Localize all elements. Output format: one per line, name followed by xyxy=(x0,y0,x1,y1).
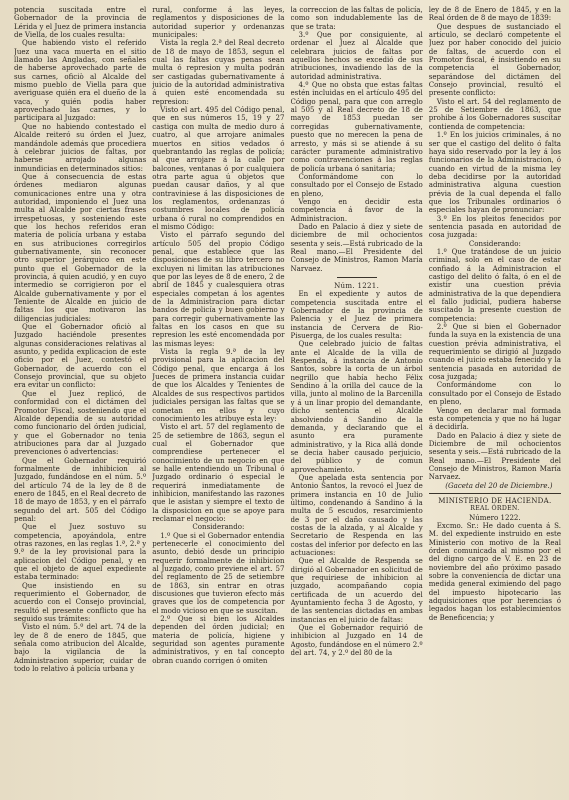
paragraph: Visto el núm. 5.º del art. 74 de la ley de 8 de enero de 1845, que señala como atribucion del Alcalde, bajo la vigilancia de la Administracion superior, cuidar de todo lo relativo á policía urbana y xyxy=(14,622,147,674)
paragraph: Conformándome con lo consultado por el Consejo de Estado en pleno, xyxy=(290,171,423,198)
considerando-heading: Considerando: xyxy=(192,522,245,532)
column-2 xyxy=(152,6,284,796)
paragraph: En el expediente y autos de competencia suscitada entre el Gobernador de la provincia de Palencia y el Juez de primera instancia de Cervera de Rio-Pisuerga, de los cuales resulta: xyxy=(290,289,423,341)
paragraph: Vengo en decidir esta competencia á favor de la Administracion. xyxy=(290,196,423,223)
section-divider xyxy=(429,493,561,494)
paragraph: Que insistiendo en su requerimiento el Gobernador, de acuerdo con el Consejo provincial, resultó el presente conflicto que ha seguido sus trámites: xyxy=(14,580,147,624)
column-3 xyxy=(291,6,423,796)
paragraph: Que el Gobernador requirió formalmente de inhibicion al Juzgado, fundándose en el núm. 5.º del artículo 74 de la ley de 8 de enero de 1845, en el Real decreto de 18 de mayo de 1853, y en el párrafo segundo del art. 505 del Código penal: xyxy=(14,455,147,523)
paragraph: Que á consecuencia de estas órdenes mediaron algunas comunicaciones entre una y otra autoridad, imponiendo el Juez una multa al Alcalde por ciertas frases irrespetuosas, y sosteniendo este que los hechos referidos eran materia de policía urbana y estaba en sus atribuciones corregirlos gubernativamente, sin reconocer otro superior jerárquico en este punto que el Gobernador de la provincia, á quien acudió, y en cuyo intermedio se corrigieron por el Alcalde gubernativamente y por el Teniente de Alcalde en juicio de faltas los que motivaron las diligencias judiciales: xyxy=(14,171,147,323)
paragraph: 3.º En los pleitos fenecidos por sentencia pasada en autoridad de cosa juzgada: xyxy=(428,213,561,240)
paragraph: potencia suscitada entre el Gobernador de la provincia de Lérida y el Juez de primera instancia de Viella, de los cuales resulta: xyxy=(14,6,147,40)
gaceta-citation: (Gaceta del 20 de Diciembre.) xyxy=(445,480,553,490)
paragraph: 1.º Que tratándose de un juicio criminal, solo en el caso de estar confiado á la Administracion el castigo del delito ó falta, ó en el de existir una cuestion prévia administrativa de la que dependiera el fallo judicial, pudiera haberse suscitado la presente cuestion de competencia: xyxy=(428,246,561,323)
paragraph: Que el Gobernador oficiò al Juzgado haciéndole presentes algunas consideraciones relativas al asunto, y pedida explicacion de este oficio por el Juez, contestó el Gobernador, de acuerdo con el Consejo provincial, que su objeto era evitar un conflicto: xyxy=(14,322,147,390)
considerando-heading: Considerando: xyxy=(468,238,521,248)
paragraph: Que celebrado juicio de faltas ante el Alcalde de la villa de Respenda, á instancia de Antonio Santos, sobre la corta de un árbol negrillo que había hecho Félix Sendino á la orilla del cauce de la villa, junto al molino de la Barcenilla y á un linar propio del demandante, dicho sentencia el Alcalde absolviendo á Sandino de la demanda, y declarando que el asunto era puramente administrativo, y la Rica allá donde se decia haber causado perjuicio, del público y de comun aprovechamiento. xyxy=(290,339,423,474)
paragraph: Excmo. Sr.: He dado cuenta á S. M. del expediente instruido en este Ministerio con motivo de la Real órden comunicada al mismo por el del digno cargo de V. E. en 23 de noviembre del año próximo pasado sobre la conveniencia de dictar una medida general eximiendo del pago del impuesto hipotecario las adquisiciones que por herencias ó legados hagan los establecimientos de Beneficencia; y xyxy=(428,520,561,622)
paragraph: Que habiendo visto el referido Juez una vaca muerta en el sitio llamado las Angladas, con señales de haberse aprovechado parte de sus carnes, oficiò al Alcalde del mismo pueblo de Viella para que averiguase quién era el dueño de la vaca, y quién podia haber aprovechado las carnes, y lo participara al Juzgado: xyxy=(14,38,147,123)
paragraph: Que el Alcalde de Respenda se dirigió al Gobernador en solicitud de que requiriese de inhibicion al juzgado, acompañando copia certificada de un acuerdo del Ayuntamiento fecha 3 de Agosto, y de las sentencias dictadas en ambas instancias en el juicio de faltas: xyxy=(290,556,423,624)
paragraph: Visto el párrafo segundo del artículo 505 del propio Código penal, que establece que las disposiciones de su libro tercero no excluyen ni limitan las atribuciones que por las leyes de 8 de enero, 2 de abril de 1845 y cualesquiera otras especiales competan á los agentes de la Administracion para dictar bandos de policía y buen gobierno y para corregir gubernativamente las faltas en los casos en que su represion les esté encomendada por las mismas leyes: xyxy=(152,230,285,348)
paragraph: Que no habiendo contestado el Alcalde reiteró su órden el Juez, mandándole además que procediera à celebrar juicios de faltas, por haberse arrojado algunas inmundicias en determinados sitios: xyxy=(14,121,147,173)
paragraph: 2.º Que si bien los Alcaldes dependen del órden judicial; en materia de policía, higiene y seguridad son agentes puramente administrativos, y en tal concepto obran cuando corrigen ó omiten xyxy=(152,614,285,665)
paragraph: 4.º Que no obsta que estas faltas estén incluidas en el artículo 495 del Código penal, para que con arreglo al 505 y al Real decreto de 18 de mayo de 1853 puedan ser corregidas gubernativamente, puesto que no merecen la pena de arresto, y más si se atiende á su carácter puramente administrativo como contravenciones á las reglas de policía urbana ó sanitaria; xyxy=(290,80,423,173)
column-4 xyxy=(429,6,561,796)
ministry-heading: MINISTERIO DE HACIENDA. xyxy=(438,495,552,505)
paragraph: Que despues de sustanciado el artículo, se declaró competente el Juez por haber conocido del juicio de faltas, de acuerdo con el Promotor fiscal, é insistiendo en su competencia el Gobernador, separándose del dictámen del Consejo provincial, resultó el presente conflicto: xyxy=(428,21,561,98)
paragraph: ley de 8 de Enero de 1845, y en la Real órden de 8 de mayo de 1839: xyxy=(428,6,561,23)
paragraph: la correccion de las faltas de policía, como son indudablemente las de que se trata: xyxy=(290,6,423,31)
paragraph: Que el Juez replicó, de conformidad con el dictámen del Promotor Fiscal, sosteniendo que el Alcalde dependia de su autoridad como funcionario del órden judicial, y que el Gobernador no tenia atribuciones para dar al Juzgado prevenciones ó advertencias: xyxy=(14,388,147,457)
paragraph: Vista la regla 2.ª del Real decreto de 18 de mayo de 1853, segun el cual las faltas cuyas penas sean multa ó represion y multa podrán ser castigadas gubernativamente á juicio de la autoridad administrativa á quien esté encomendada su represion: xyxy=(152,38,285,106)
paragraph: 2.º Que si bien el Gobernador funda la suya en la existencia de una cuestion prévia administrativa, el requerimiento se dirigió al Juzgado cuando el juicio estaba fenecido y la sentencia pasada en autoridad de cosa juzgada; xyxy=(428,322,561,382)
paragraph: Vengo en declarar mal formada esta competencia y que no há lugar á decidirla. xyxy=(428,405,561,432)
text-columns xyxy=(14,6,561,796)
paragraph: Que el Gobernador requirió de inhibicion al Juzgado en 14 de Agosto, fundándose en el número 2.º del art. 74, y 2.º del 80 de la xyxy=(290,623,423,658)
paragraph: 3.º Que por consiguiente, al ordenar el Juez al Alcalde que celebrara juicios de faltas por aquellos hechos se excedió de sus atribuciones, invadiendo las de la autoridad administrativa. xyxy=(290,30,423,81)
paragraph: Visto el art. 495 del Código penal, que en sus números 15, 19 y 27 castiga con multa de medio duro á cuatro, al que arrojare animales muertos en sitios vedados ó quebrantando las reglas de policía; al que arrojare á la calle por balcones, ventanas ó por cualquiera otra parte agua ú objetos que puedan causar daños, y al que contraviniese á las disposiciones de los reglamentos, ordenanzas ó costumbres locales de policía urbana ó rural no comprendidos en el mismo Código: xyxy=(152,105,285,231)
decree-number: Núm. 1221. xyxy=(334,281,380,290)
paragraph: Visto el art. 57 del reglamento de 25 de setiembre de 1863, segun el cual el Gobernador que comprendiese pertenecer el conocimiento de un negocio en que se halle entendiendo un Tribunal ó Juzgado ordinario ó especial le requerirá inmediatamente de inhibicion, manifestando las razones que le asistan y siempre el texto de la disposicion en que se apoye para reclamar el negocio: xyxy=(152,422,285,523)
paragraph: Que apelada esta sentencia por Antonio Santos, la revocó el Juez de primera instancia en 10 de Julio último, condenando á Sandino á la multa de 5 escudos, resarcimiento de 3 por el daño causado y las costas de la alzada, y al Alcalde y Secretario de Respenda en las costas del inferior por defecto en las actuaciones: xyxy=(290,472,423,557)
column-1 xyxy=(14,6,146,796)
separator-rule xyxy=(337,277,377,278)
paragraph: Que el Juez sostuvo su competencia, apoyándola, entre otras razones, en las reglas 1.ª, 2.ª y 9.ª de la ley provisional para la aplicacion del Código penal, y en que el objeto de aquel expediente estaba terminado: xyxy=(14,522,147,582)
paragraph: Visto el art. 54 del reglamento de 25 de Setiembre de 1863, que prohibe á los Gobernadores suscitar contienda de competencia: xyxy=(428,96,561,131)
paragraph: Vista la regla 9.ª de la ley provisional para la aplicacion del Código penal, que encarga á los Jueces de primera instancia cuidar de que los Alcaldes y Tenientes de Alcaldes de sus respectivos partidos judiciales persigan las faltas que se cometan en ellos y cuyo conocimiento les atribuye esta ley: xyxy=(152,347,285,423)
paragraph: rural, conforme á las leyes, reglamentos y disposiciones de la autoridad superior y ordenanzas municipales: xyxy=(152,6,285,40)
paragraph: Dado en Palacio á diez y siete de diciembre de mil ochocientos sesenta y seis.—Está rubricado de la Real mano.—El Presidente del Consejo de Ministros, Ramon María Narvaez. xyxy=(290,221,423,273)
real-orden-heading: REAL ÓRDEN. xyxy=(470,505,520,513)
paragraph: 1.º En los juicios criminales, á no ser que el castigo del delito ó falta haya sido reservado por la ley á los funcionarios de la Administracion, ó cuando en virtud de la misma ley deba decidirse por la autoridad administrativa alguna cuestion prévia de la cual dependa el fallo que los Tribunales ordinarios ó especiales hayan de pronunciar: xyxy=(428,130,561,215)
paragraph: Conformándome con lo consultado por el Consejo de Estado en pleno, xyxy=(428,380,561,407)
paragraph: Dado en Palacio á diez y siete de Diciembre de mil ochocientos sesenta y seis.—Está rubricado de la Real mano.—El Presidente del Consejo de Ministros, Ramon María Narvaez. xyxy=(428,430,561,482)
paragraph: 1.º Que si el Gobernador entendia pertenecerle el conocimiento del asunto, debió desde un principio requerir formalmente de inhibicion al Juzgado, como previene el art. 57 del reglamento de 25 de setiembre de 1863, sin entrar en otras discusiones que tuvieron efecto más graves que los de competencia por el modo vicioso en que se suscitan. xyxy=(152,530,285,615)
order-number: Número 1222. xyxy=(469,512,521,522)
